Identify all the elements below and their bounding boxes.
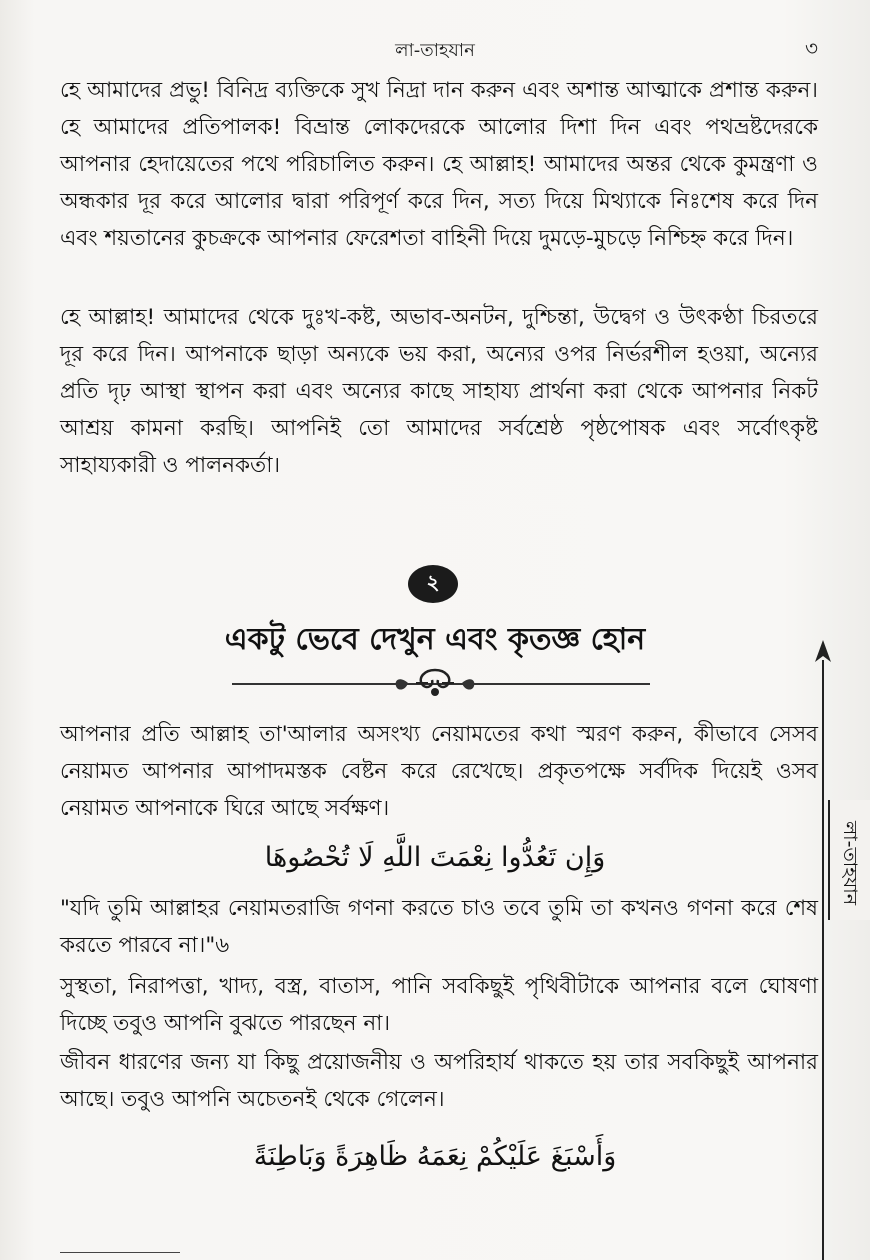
side-vertical-line	[822, 660, 824, 1260]
arrow-up-icon	[814, 640, 832, 664]
footnote-divider	[60, 1252, 180, 1253]
section-number-badge: ২	[408, 565, 458, 603]
paragraph-prayer-2: হে আল্লাহ! আমাদের থেকে দুঃখ-কষ্ট, অভাব-অনটন, দুশ্চিন্তা, উদ্বেগ ও উৎকণ্ঠা চিরতরে দূর করে দিন। আপনাকে ছাড়া অন্যকে ভয় করা, অন্যের ওপর নির্ভরশীল হওয়া, অন্যের প্রতি দৃঢ় আস্থা স্থাপন করা এবং অন্যের কাছে সাহায্য প্রার্থনা করা থেকে আপনার নিকট আশ্রয় কামনা করছি। আপনিই তো আমাদের সর্বশ্রেষ্ঠ পৃষ্ঠপোষক এবং সর্বোৎকৃষ্ট সাহায্যকারী ও পালনকর্তা।	[60, 305, 818, 478]
side-tab-label: লা-তাহযান	[839, 820, 861, 906]
arabic-verse-1: وَإِن تَعُدُّوا نِعْمَتَ اللَّهِ لَا تُحْصُوهَا	[264, 842, 606, 873]
page-number: ৩	[804, 36, 818, 60]
paragraph-translation: "যদি তুমি আল্লাহর নেয়ামতরাজি গণনা করতে চাও তবে তুমি তা কখনও গণনা করে শেষ করতে পারবে না।"৬	[60, 896, 818, 958]
paragraph-prayer-1: হে আমাদের প্রভু! বিনিদ্র ব্যক্তিকে সুখ নিদ্রা দান করুন এবং অশান্ত আত্মাকে প্রশান্ত করুন। হে আমাদের প্রতিপালক! বিভ্রান্ত লোকদেরকে আলোর দিশা দিন এবং পথভ্রষ্টদেরকে আপনার হেদায়েতের পথে পরিচালিত করুন। হে আল্লাহ! আমাদের অন্তর থেকে কুমন্ত্রণা ও অন্ধকার দূর করে আলোর দ্বারা পরিপূর্ণ করে দিন, সত্য দিয়ে মিথ্যাকে নিঃশেষ করে দিন এবং শয়তানের কুচক্রকে আপনার ফেরেশতা বাহিনী দিয়ে দুমড়ে-মুচড়ে নিশ্চিহ্ন করে দিন।	[60, 78, 818, 251]
ornament-icon	[388, 666, 482, 700]
paragraph-life: জীবন ধারণের জন্য যা কিছু প্রয়োজনীয় ও অপরিহার্য থাকতে হয় তার সবকিছুই আপনার আছে। তবুও আপনি অচেতনই থেকে গেলেন।	[60, 1050, 818, 1112]
running-header-title: লা-তাহযান	[395, 40, 475, 61]
section-title: একটু ভেবে দেখুন এবং কৃতজ্ঞ হোন	[224, 622, 646, 657]
paragraph-blessings: আপনার প্রতি আল্লাহ তা'আলার অসংখ্য নেয়ামতের কথা স্মরণ করুন, কীভাবে সেসব নেয়ামত আপনার আপাদমস্তক বেষ্টন করে রেখেছে। প্রকৃতপক্ষে সর্বদিক দিয়েই ওসব নেয়ামত আপনাকে ঘিরে আছে সর্বক্ষণ।	[60, 722, 818, 821]
paragraph-health: সুস্থতা, নিরাপত্তা, খাদ্য, বস্ত্র, বাতাস, পানি সবকিছুই পৃথিবীটাকে আপনার বলে ঘোষণা দিচ্ছে তবুও আপনি বুঝতে পারছেন না।	[60, 974, 818, 1036]
arabic-verse-2: وَأَسْبَغَ عَلَيْكُمْ نِعَمَهُ ظَاهِرَةً وَبَاطِنَةً	[253, 1141, 617, 1172]
